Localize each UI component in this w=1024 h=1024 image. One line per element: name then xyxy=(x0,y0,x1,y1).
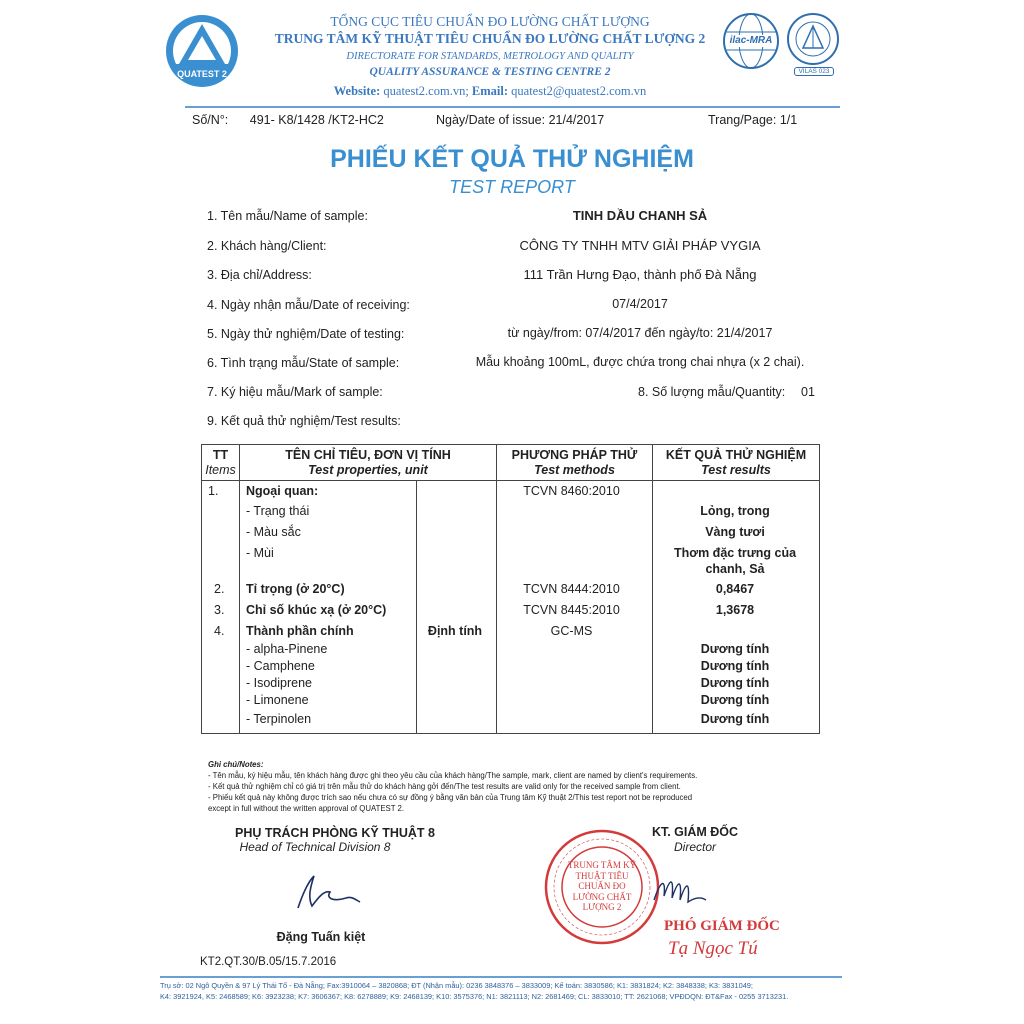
header-properties-en: Test properties, unit xyxy=(308,462,428,477)
row1c-result-line1: Thơm đặc trưng của xyxy=(673,546,797,560)
field-value-receiving-date: 07/4/2017 xyxy=(612,297,668,311)
left-signatory-subtitle: Head of Technical Division 8 xyxy=(239,840,391,854)
left-signatory-title: PHỤ TRÁCH PHÒNG KỸ THUẬT 8 xyxy=(234,826,435,840)
header-items-en: Items xyxy=(205,462,236,477)
header-properties-vi: TÊN CHỈ TIÊU, ĐƠN VỊ TÍNH xyxy=(285,447,451,462)
right-signatory-role: PHÓ GIÁM ĐỐC xyxy=(664,918,780,934)
field-label-test-results: 9. Kết quả thử nghiệm/Test results: xyxy=(207,414,401,428)
ilac-text: ilac-MRA xyxy=(729,35,773,46)
report-title: PHIẾU KẾT QUẢ THỬ NGHIỆM xyxy=(330,145,694,173)
field-label-receiving-date: 4. Ngày nhận mẫu/Date of receiving: xyxy=(207,298,410,312)
notes-line: - Tên mẫu, ký hiệu mẫu, tên khách hàng được ghi theo yêu cầu của khách hàng/The sample, mark, client are named by client's requirements. xyxy=(208,771,698,780)
component-name: - Terpinolen xyxy=(246,712,312,726)
official-stamp xyxy=(543,828,661,946)
issue-date-value: 21/4/2017 xyxy=(548,113,605,127)
logo-text: QUATEST 2 xyxy=(177,69,227,79)
header-methods-vi: PHƯƠNG PHÁP THỬ xyxy=(511,447,638,462)
email-label: Email: xyxy=(471,84,509,98)
footer-line: Trụ sở: 02 Ngô Quyền & 97 Lý Thái Tổ - Đà Nẵng; Fax:3910064 – 3820868; ĐT (Nhận mẫu): 0236 3848376 – 3833009; Kế toán: 3830586; K1: 3831824; K2: 3848338; K3: 3831049; xyxy=(160,981,753,990)
header-methods xyxy=(497,445,653,481)
field-label-sample-name: 1. Tên mẫu/Name of sample: xyxy=(207,209,368,223)
ilac-mra-logo xyxy=(722,12,780,70)
row4-method: GC-MS xyxy=(550,624,593,638)
row1a-name: - Trạng thái xyxy=(246,504,310,518)
field-label-address: 3. Địa chỉ/Address: xyxy=(207,268,312,282)
row1a-result: Lỏng, trong xyxy=(700,504,770,518)
email-link[interactable]: quatest2@quatest2.com.vn xyxy=(511,84,647,98)
vilas-badge: VILAS 023 xyxy=(794,67,834,76)
page-label: Trang/Page: xyxy=(708,113,777,127)
row2-name: Tỉ trọng (ở 20°C) xyxy=(246,582,345,596)
right-signatory-name: Tạ Ngọc Tú xyxy=(668,938,758,959)
header-results-en: Test results xyxy=(701,462,771,477)
row3-result: 1,3678 xyxy=(715,603,755,617)
issue-date xyxy=(436,113,604,127)
row1c-name: - Mùi xyxy=(246,546,274,560)
org-line-1: TỔNG CỤC TIÊU CHUẨN ĐO LƯỜNG CHẤT LƯỢNG xyxy=(330,14,650,29)
row4-name: Thành phần chính xyxy=(246,624,354,638)
component-name: - alpha-Pinene xyxy=(246,642,328,656)
org-line-2: TRUNG TÂM KỸ THUẬT TIÊU CHUẨN ĐO LƯỜNG CHẤT LƯỢNG 2 xyxy=(274,31,706,46)
field-value-sample-state: Mẫu khoảng 100mL, được chứa trong chai nhựa (x 2 chai). xyxy=(475,355,805,369)
contact-line xyxy=(190,84,790,99)
component-name: - Camphene xyxy=(246,659,315,673)
field-value-testing-date: từ ngày/from: 07/4/2017 đến ngày/to: 21/4/2017 xyxy=(507,326,773,340)
component-name: - Isodiprene xyxy=(246,676,313,690)
row1-method: TCVN 8460:2010 xyxy=(523,484,620,498)
notes-line: except in full without the written approval of QUATEST 2. xyxy=(208,804,405,813)
boa-emblem-icon xyxy=(786,12,840,68)
header-results xyxy=(653,445,820,481)
component-result: Dương tính xyxy=(700,712,770,726)
field-label-client: 2. Khách hàng/Client: xyxy=(207,239,327,253)
notes-line: - Phiếu kết quả này không được trích sao nếu chưa có sự đồng ý bằng văn bản của Trung tâm Kỹ thuật 2/This test report not be reproduced xyxy=(208,793,693,802)
row1c-result-line2: chanh, Sả xyxy=(705,562,765,576)
footer-divider xyxy=(160,976,842,978)
left-signatory-name: Đặng Tuấn kiệt xyxy=(276,930,366,944)
field-value-sample-name: TINH DẦU CHANH SẢ xyxy=(572,208,708,223)
header-items-vi: TT xyxy=(212,447,229,462)
field-label-testing-date: 5. Ngày thử nghiệm/Date of testing: xyxy=(207,327,405,341)
footer-line: K4: 3921924, K5: 2468589; K6: 3923238; K7: 3606367; K8: 6278889; K9: 2468139; K10: 3575376; N1: 3821113; N2: 2681469; CL: 3833010; TT: 2621068; VPĐDQN: ĐT&Fax - 0255 3713231. xyxy=(160,992,789,1001)
row2-result: 0,8467 xyxy=(715,582,755,596)
field-value-address: 111 Trần Hưng Đạo, thành phố Đà Nẵng xyxy=(523,267,757,282)
field-value-client: CÔNG TY TNHH MTV GIẢI PHÁP VYGIA xyxy=(519,238,761,253)
body-unit-col xyxy=(417,481,497,734)
quantity-value: 01 xyxy=(801,385,815,399)
org-line-3: DIRECTORATE FOR STANDARDS, METROLOGY AND QUALITY xyxy=(346,51,634,62)
right-signatory-title: KT. GIÁM ĐỐC xyxy=(651,825,739,839)
header-items xyxy=(202,445,240,481)
quantity-label: 8. Số lượng mẫu/Quantity: xyxy=(638,385,786,399)
page-number xyxy=(708,113,797,127)
stamp-center-text: TRUNG TÂM KỸ THUẬT TIÊU CHUẨN ĐO LƯỜNG CHẤT LƯỢNG 2 xyxy=(567,860,637,912)
component-name: - Limonene xyxy=(246,693,309,707)
notes-title: Ghi chú/Notes: xyxy=(208,760,264,769)
report-number xyxy=(192,113,384,127)
report-subtitle: TEST REPORT xyxy=(449,177,575,197)
left-signature xyxy=(290,868,370,918)
right-signature xyxy=(650,870,710,910)
results-header-row xyxy=(202,445,820,481)
website-link[interactable]: quatest2.com.vn; xyxy=(383,84,469,98)
component-result: Dương tính xyxy=(700,659,770,673)
row1-number: 1. xyxy=(208,484,219,498)
signature-scribble-icon xyxy=(290,868,370,918)
boa-logo xyxy=(786,12,840,78)
page-value: 1/1 xyxy=(779,113,798,127)
component-result: Dương tính xyxy=(700,676,770,690)
form-code: KT2.QT.30/B.05/15.7.2016 xyxy=(200,956,337,968)
website-label: Website: xyxy=(333,84,381,98)
header-divider xyxy=(185,106,840,108)
field-label-sample-mark: 7. Ký hiệu mẫu/Mark of sample: xyxy=(207,385,383,399)
row4-number: 4. xyxy=(214,624,225,638)
header-methods-en: Test methods xyxy=(534,462,615,477)
row2-method: TCVN 8444:2010 xyxy=(523,582,620,596)
row1b-name: - Màu sắc xyxy=(246,525,301,539)
component-result: Dương tính xyxy=(700,693,770,707)
row3-name: Chỉ số khúc xạ (ở 20°C) xyxy=(246,603,387,617)
signature-loops-icon xyxy=(650,870,710,910)
right-signatory-subtitle: Director xyxy=(673,840,716,854)
row1-name: Ngoại quan: xyxy=(246,484,319,498)
row4-unit: Định tính xyxy=(427,624,483,638)
field-label-sample-state: 6. Tình trạng mẫu/State of sample: xyxy=(207,356,400,370)
row3-method: TCVN 8445:2010 xyxy=(523,603,620,617)
header-results-vi: KẾT QUẢ THỬ NGHIỆM xyxy=(665,447,807,462)
component-result: Dương tính xyxy=(700,642,770,656)
notes-line: - Kết quả thử nghiệm chỉ có giá trị trên mẫu thử do khách hàng gởi đến/The test results are valid only for the received sample from client. xyxy=(208,782,681,791)
header-properties xyxy=(240,445,497,481)
issue-date-label: Ngày/Date of issue: xyxy=(436,113,546,127)
report-number-label: Số/N°: xyxy=(192,113,229,127)
row2-number: 2. xyxy=(214,582,225,596)
row3-number: 3. xyxy=(214,603,225,617)
row1b-result: Vàng tươi xyxy=(705,525,765,539)
report-number-value: 491- K8/1428 /KT2-HC2 xyxy=(249,113,384,127)
org-line-4: QUALITY ASSURANCE & TESTING CENTRE 2 xyxy=(369,66,611,78)
